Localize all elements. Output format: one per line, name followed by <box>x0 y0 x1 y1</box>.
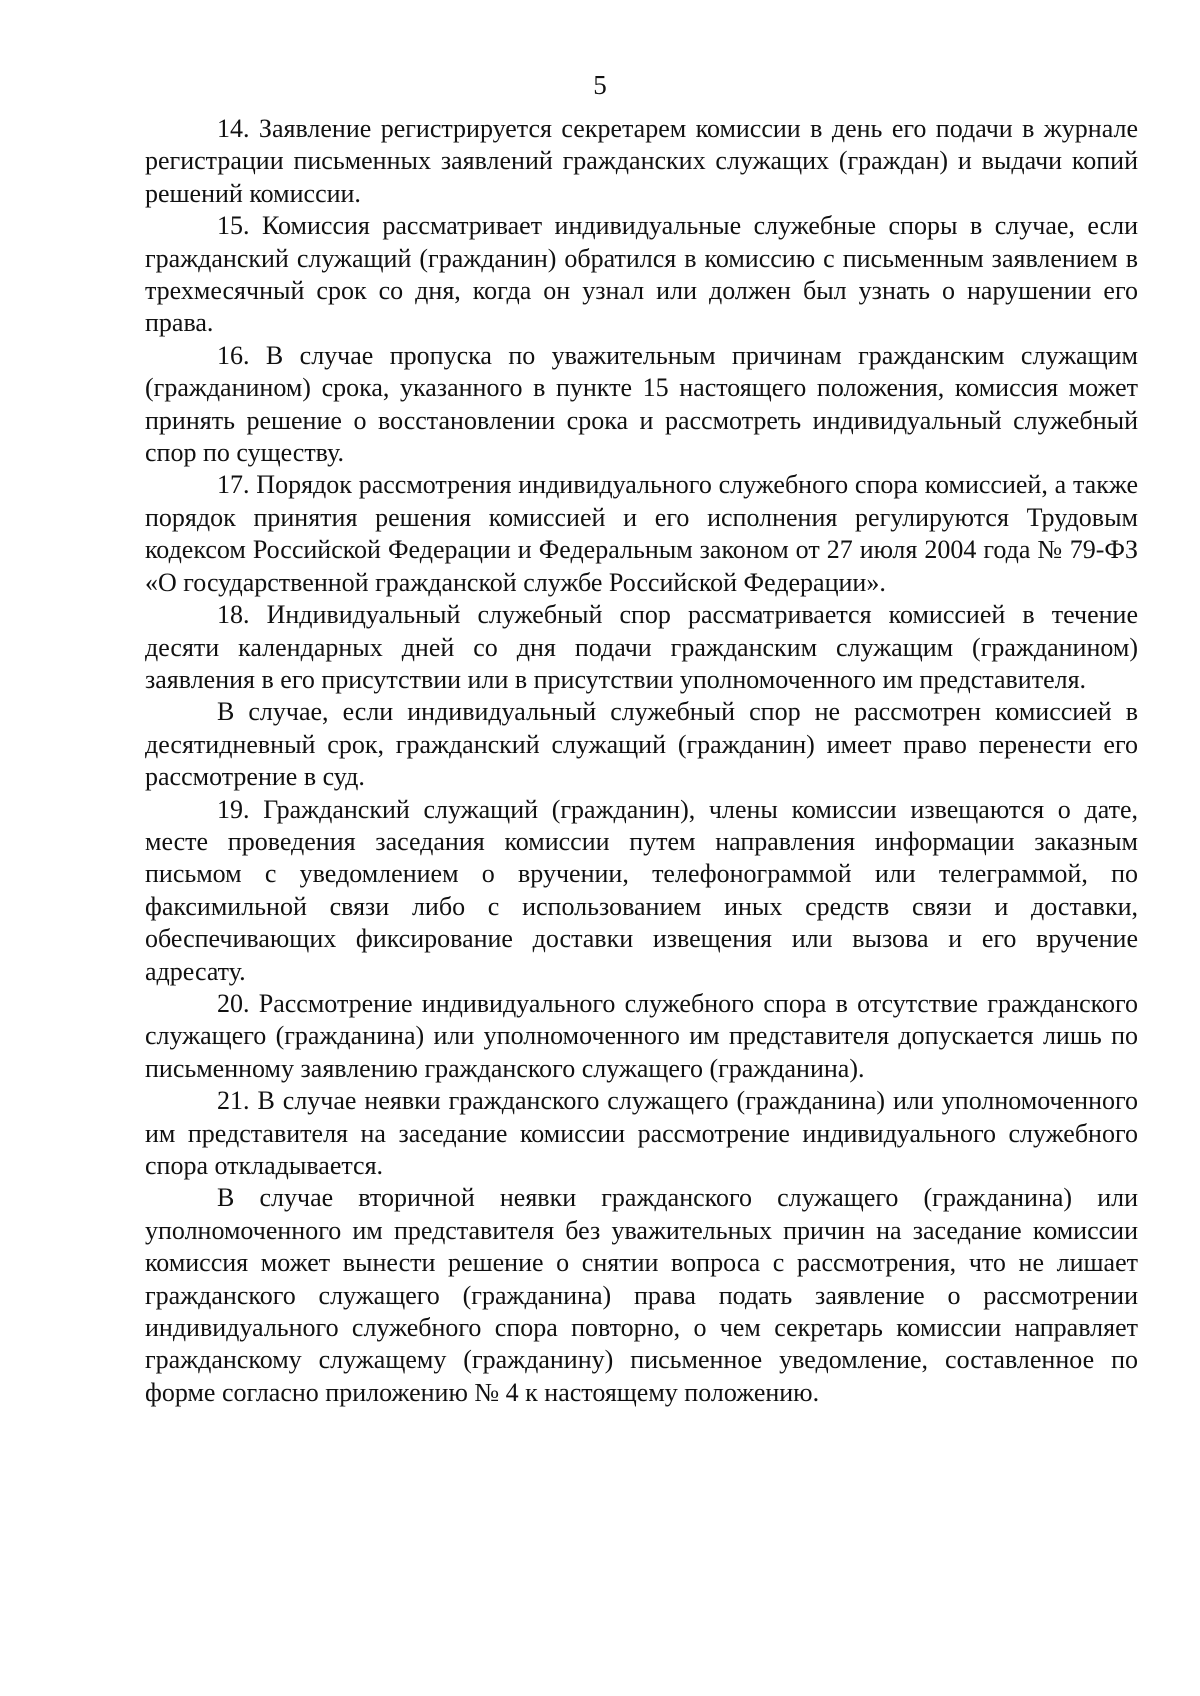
paragraph-18: 18. Индивидуальный служебный спор рассматривается комиссией в течение десяти календарных дней со дня подачи гражданским служащим (гражданином) заявления в его присутствии или в присутствии уполномоченного им представителя. <box>145 600 1138 694</box>
paragraph-21-continued: В случае вторичной неявки гражданского служащего (гражданина) или уполномоченного им представителя без уважительных причин на заседание комиссии комиссия может вынести решение о снятии вопроса с рассмотрения, что не лишает гражданского служащего (гражданина) права подать заявление о рассмотрении индивидуального служебного спора повторно, о чем секретарь комиссии направляет гражданскому служащему (гражданину) письменное уведомление, составленное по форме согласно приложению № 4 к настоящему положению. <box>145 1183 1138 1407</box>
paragraph-20: 20. Рассмотрение индивидуального служебного спора в отсутствие гражданского служащего (гражданина) или уполномоченного им представителя допускается лишь по письменному заявлению гражданского служащего (гражданина). <box>145 988 1138 1083</box>
paragraph-17: 17. Порядок рассмотрения индивидуального служебного спора комиссией, а также порядок принятия решения комиссией и его исполнения регулируются Трудовым кодексом Российской Федерации и Федеральным законом от 27 июля 2004 года № 79-ФЗ «О государственной гражданской службе Российской Федерации». <box>145 470 1138 597</box>
paragraph-15: 15. Комиссия рассматривает индивидуальные служебные споры в случае, если гражданский служащий (гражданин) обратился в комиссию с письменным заявлением в трехмесячный срок со дня, когда он узнал или должен был узнать о нарушении его права. <box>145 211 1138 338</box>
paragraph-18-continued: В случае, если индивидуальный служебный спор не рассмотрен комиссией в десятидневный срок, гражданский служащий (гражданин) имеет право перенести его рассмотрение в суд. <box>145 697 1138 792</box>
paragraph-14: 14. Заявление регистрируется секретарем комиссии в день его подачи в журнале регистрации письменных заявлений гражданских служащих (граждан) и выдачи копий решений комиссии. <box>145 114 1138 208</box>
paragraph-21: 21. В случае неявки гражданского служащего (гражданина) или уполномоченного им представителя на заседание комиссии рассмотрение индивидуального служебного спора откладывается. <box>145 1086 1138 1180</box>
document-body <box>145 113 1138 1409</box>
page-number: 5 <box>593 70 607 100</box>
paragraph-16: 16. В случае пропуска по уважительным причинам гражданским служащим (гражданином) срока, указанного в пункте 15 настоящего положения, комиссия может принять решение о восстановлении срока и рассмотреть индивидуальный служебный спор по существу. <box>145 340 1138 468</box>
paragraph-19: 19. Гражданский служащий (гражданин), члены комиссии извещаются о дате, месте проведения заседания комиссии путем направления информации заказным письмом с уведомлением о вручении, телефонограммой или телеграммой, по факсимильной связи либо с использованием иных средств связи и доставки, обеспечивающих фиксирование доставки извещения или вызова и его вручение адресату. <box>145 794 1138 986</box>
